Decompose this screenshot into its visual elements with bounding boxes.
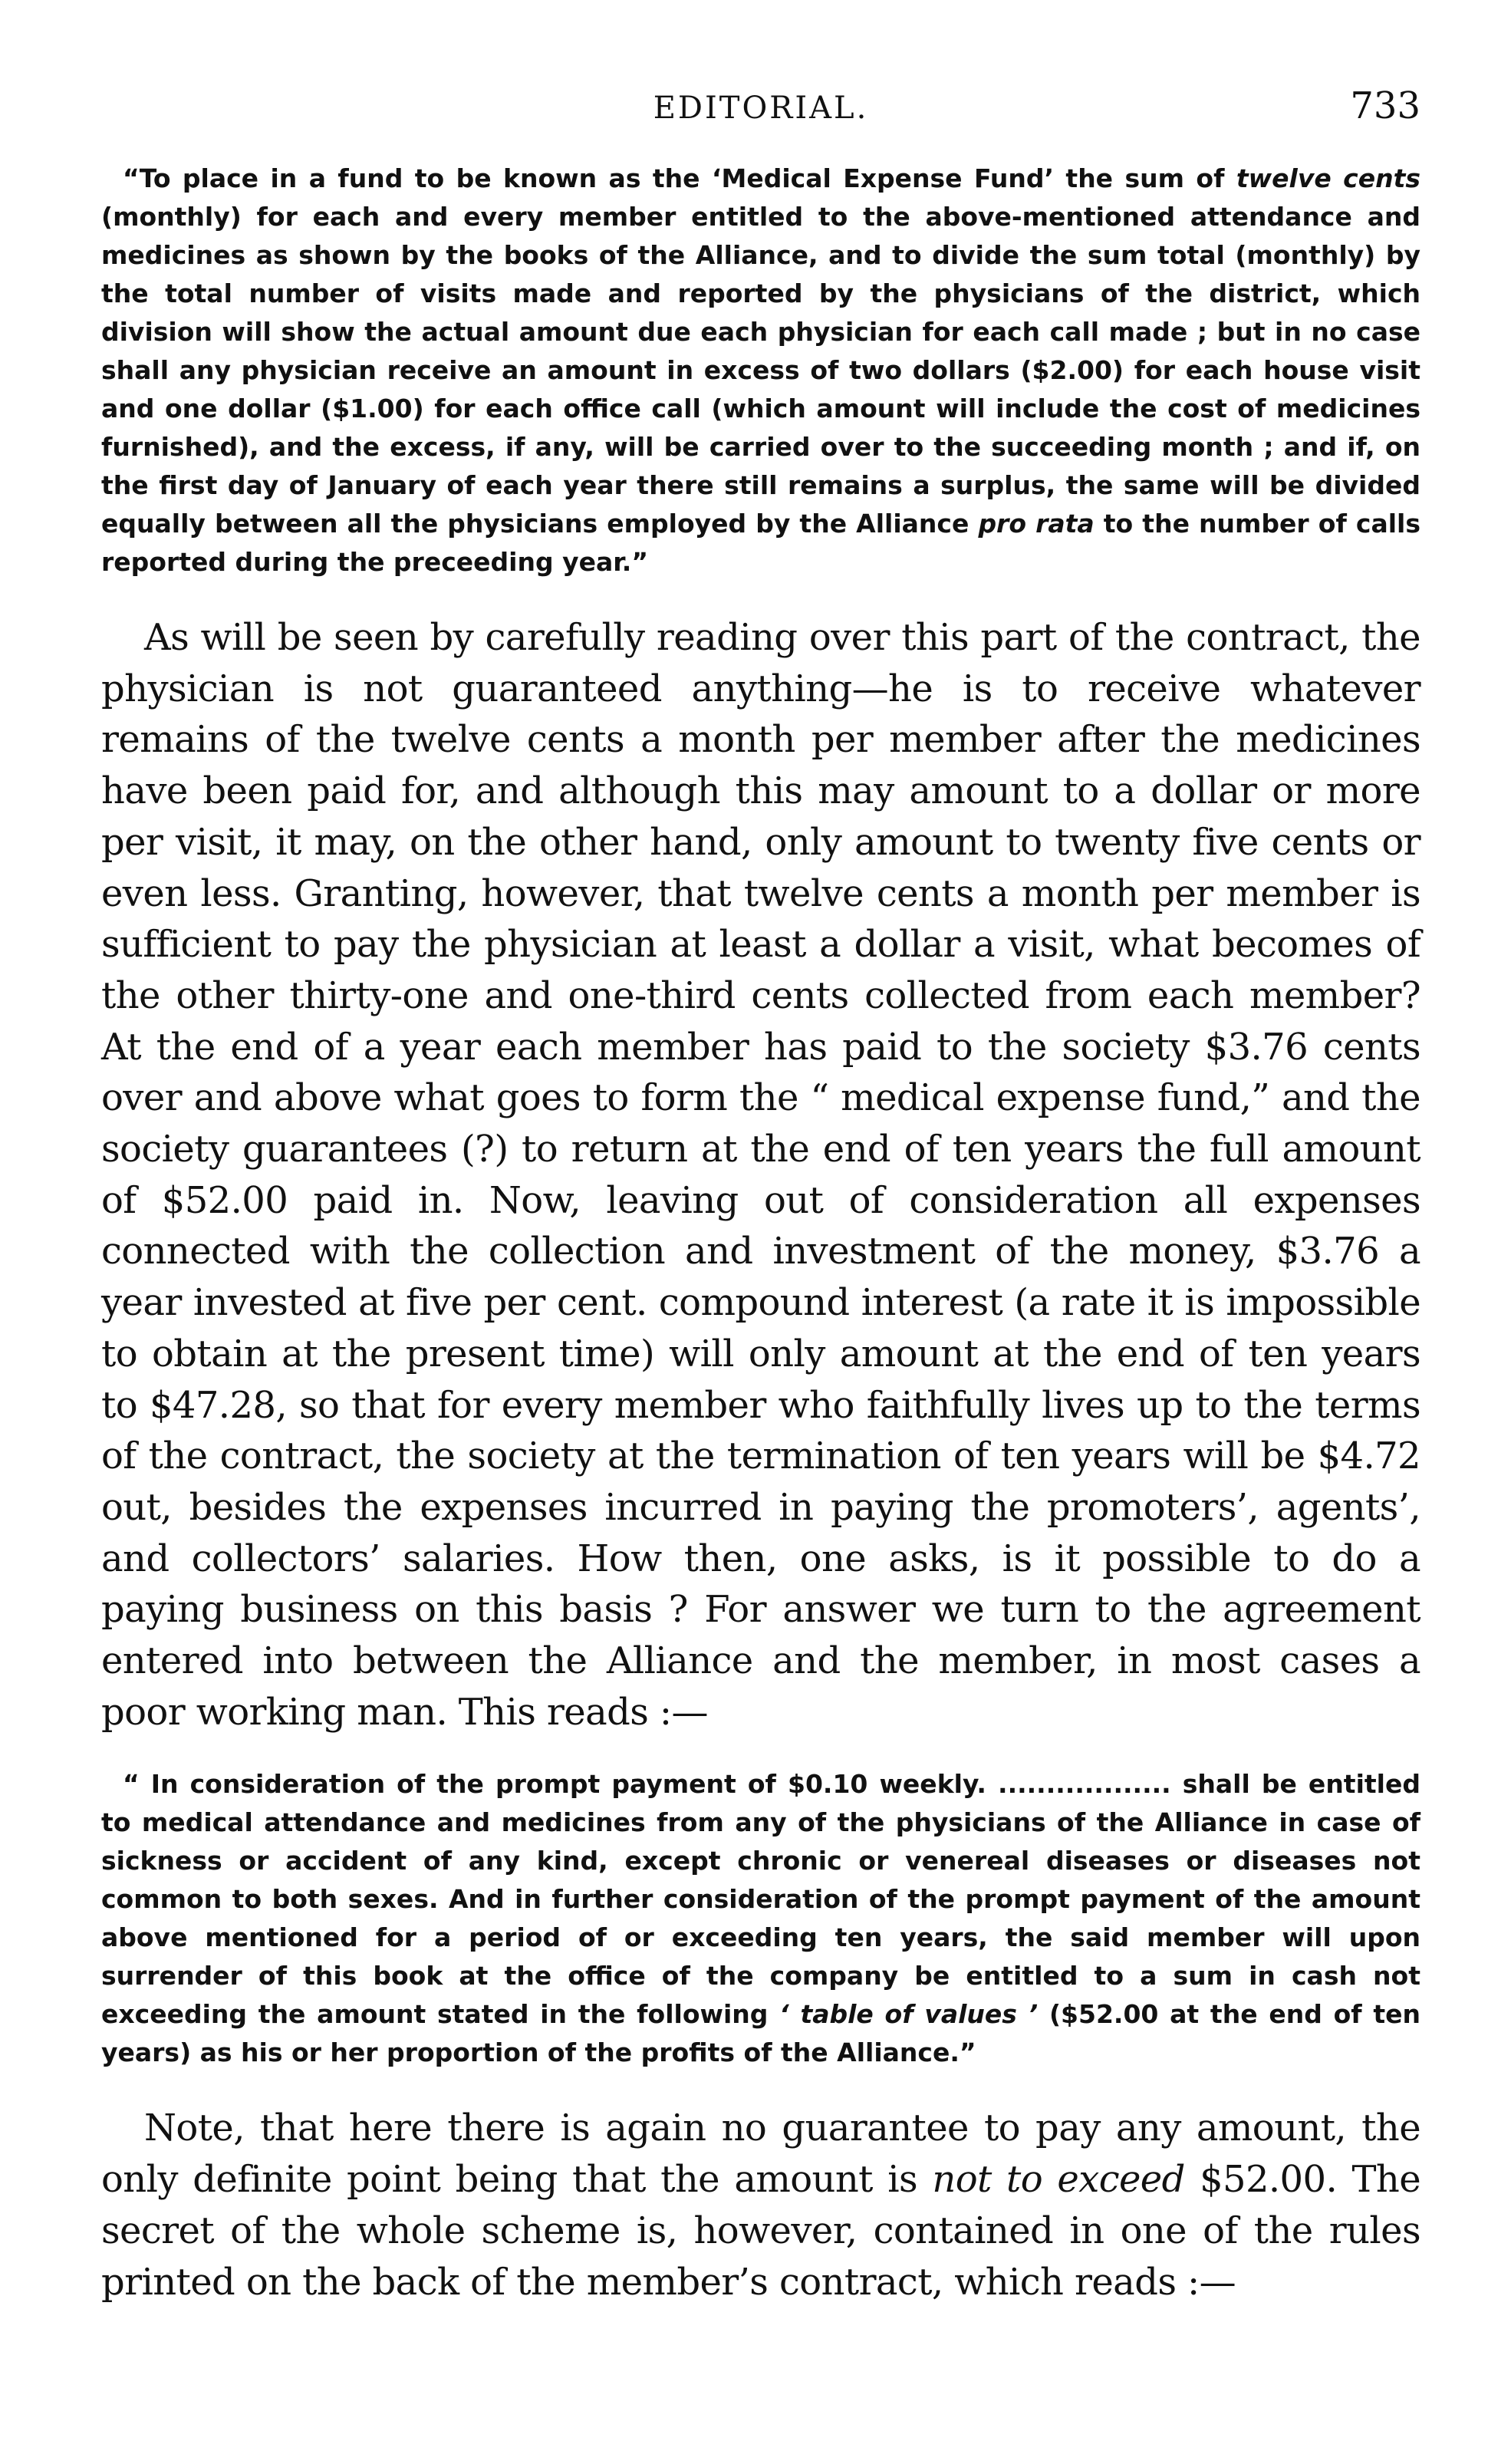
page-header (101, 77, 1420, 138)
contract-quote-fund (101, 160, 1420, 581)
running-head: EDITORIAL. (653, 91, 869, 126)
quote-emphasis: ‘ table of values ’ (779, 1999, 1039, 2030)
body-text: $52.00. The secret of the whole scheme is, however, contained in one of the rules printed on the back of the member’s contract, which reads :— (101, 2158, 1420, 2304)
quote-emphasis: pro rata (978, 509, 1095, 539)
quote-text: (monthly) for each and every member entitled to the above-mentioned attendance and medicines as shown by the books of the Alliance, and to divide the sum total (monthly) by the total number of visits made and reported by the physicians of the district, which division will show the actual amount due each physician for each call made ; but in no case shall any physician receive an amount in excess of two dollars ($2.00) for each house visit and one dollar ($1.00) for each office call (which amount will include the cost of medicines furnished), and the excess, if any, will be carried over to the succeeding month ; and if, on the first day of January of each year there still remains a surplus, the same will be divided equally between all the physicians employed by the Alliance (101, 202, 1420, 539)
page (101, 77, 1420, 2308)
quote-text: “ In consideration of the prompt payment of $0.10 weekly. .................. shall be entitled to medical attendance and medicines from any of the physicians of the Alliance in case of sickness or accident of any kind, except chronic or venereal diseases or diseases not common to both sexes. And in further consideration of the prompt payment of the amount above mentioned for a period of or exceeding ten years, the said member will upon surrender of this book at the office of the company be entitled to a sum in cash not exceeding the amount stated in the following (101, 1769, 1420, 2030)
quote-text: “To place in a fund to be known as the ‘Medical Expense Fund’ the sum of (123, 163, 1236, 193)
page-number: 733 (1350, 84, 1420, 127)
body-text: Note, that here there is again no guarantee to pay any amount, the only definite point being that the amount is (101, 2107, 1420, 2202)
body-paragraph-note (101, 2103, 1420, 2308)
body-paragraph-analysis (101, 612, 1420, 1738)
quote-text: to the number of calls reported during the preceeding year.” (101, 509, 1420, 577)
body-emphasis: not to exceed (932, 2158, 1185, 2202)
contract-quote-agreement (101, 1765, 1420, 2072)
quote-text: ($52.00 at the end of ten years) as his or her proportion of the profits of the Alliance.” (101, 1999, 1420, 2068)
quote-emphasis: twelve cents (1236, 163, 1420, 193)
body-text: As will be seen by carefully reading over this part of the contract, the physician is not guaranteed anything—he is to receive whatever remains of the twelve cents a month per member after the medicines have been paid for, and although this may amount to a dollar or more per visit, it may, on the other hand, only amount to twenty five cents or even less. Granting, however, that twelve cents a month per member is sufficient to pay the physician at least a dollar a visit, what becomes of the other thirty-one and one-third cents collected from each member? At the end of a year each member has paid to the society $3.76 cents over and above what goes to form the “ medical expense fund,” and the society guarantees (?) to return at the end of ten years the full amount of $52.00 paid in. Now, leaving out of consideration all expenses connected with the collection and investment of the money, $3.76 a year invested at five per cent. compound interest (a rate it is impossible to obtain at the present time) will only amount at the end of ten years to $47.28, so that for every member who faithfully lives up to the terms of the contract, the society at the termination of ten years will be $4.72 out, besides the expenses incurred in paying the promoters’, agents’, and collectors’ salaries. How then, one asks, is it possible to do a paying business on this basis ? For answer we turn to the agreement entered into between the Alliance and the member, in most cases a poor working man. This reads :— (101, 616, 1420, 1734)
